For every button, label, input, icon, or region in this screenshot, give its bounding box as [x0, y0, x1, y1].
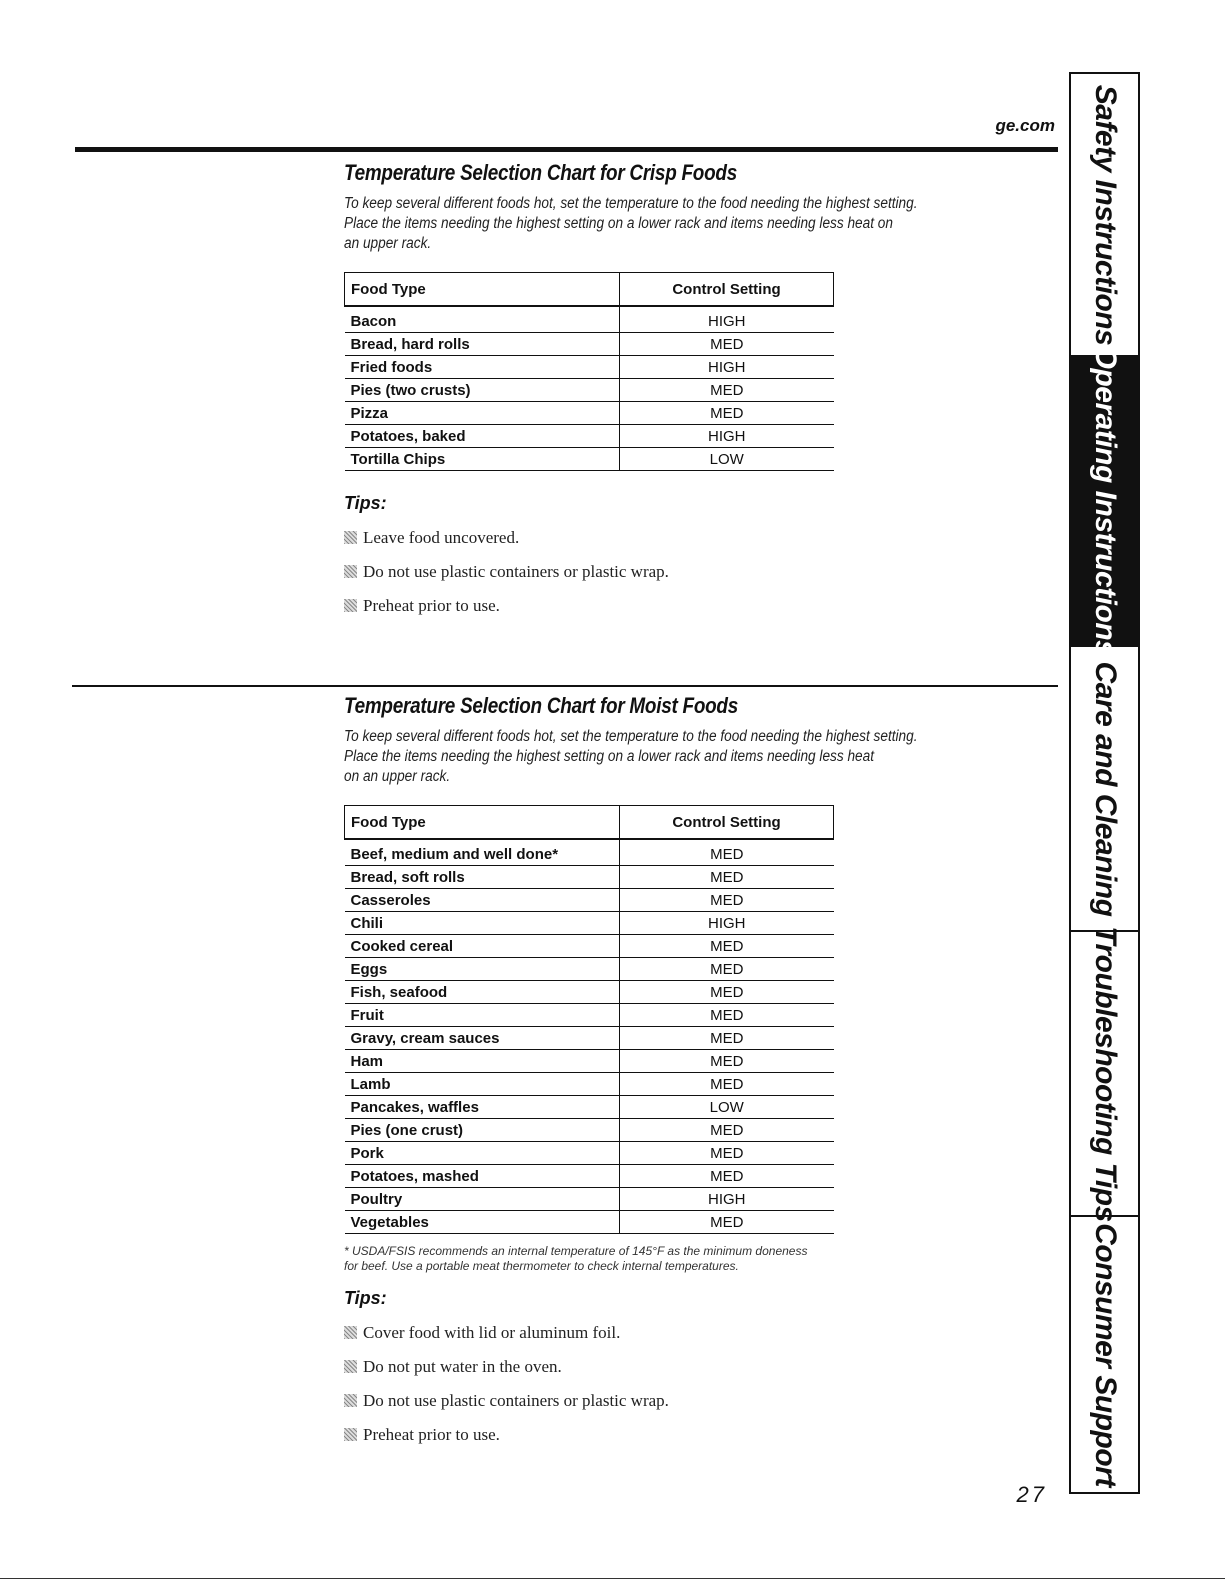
control-setting-cell: MED — [620, 379, 834, 402]
table-row — [345, 379, 834, 402]
food-type-cell: Casseroles — [345, 889, 620, 912]
food-type-cell: Fruit — [345, 1004, 620, 1027]
table-row — [345, 935, 834, 958]
intro-line: Place the items needing the highest setting on a lower rack and items needing less heat on — [344, 215, 893, 232]
section-title: Temperature Selection Chart for Moist Foods — [344, 693, 738, 718]
food-type-cell: Pork — [345, 1142, 620, 1165]
tip-text: Preheat prior to use. — [363, 1425, 500, 1444]
food-type-cell: Bread, hard rolls — [345, 333, 620, 356]
table-row — [345, 448, 834, 471]
control-setting-cell: MED — [620, 333, 834, 356]
tips-heading: Tips: — [344, 493, 387, 513]
food-type-cell: Tortilla Chips — [345, 448, 620, 471]
food-type-cell: Potatoes, baked — [345, 425, 620, 448]
table-row — [345, 981, 834, 1004]
tip-item — [344, 1357, 1044, 1377]
table-row — [345, 1211, 834, 1234]
bullet-icon — [344, 1326, 357, 1339]
moist-section — [344, 693, 1044, 1445]
control-setting-cell: MED — [620, 889, 834, 912]
tip-item — [344, 596, 1044, 616]
control-setting-cell: MED — [620, 958, 834, 981]
food-type-cell: Potatoes, mashed — [345, 1165, 620, 1188]
food-type-cell: Poultry — [345, 1188, 620, 1211]
table-row — [345, 958, 834, 981]
table-row — [345, 1004, 834, 1027]
food-type-cell: Pies (one crust) — [345, 1119, 620, 1142]
table-row — [345, 1027, 834, 1050]
control-setting-cell: LOW — [620, 448, 834, 471]
food-type-cell: Vegetables — [345, 1211, 620, 1234]
control-setting-header: Control Setting — [620, 806, 834, 840]
control-setting-cell: MED — [620, 1142, 834, 1165]
table-header-row — [345, 806, 834, 840]
table-row — [345, 402, 834, 425]
table-row — [345, 1165, 834, 1188]
control-setting-cell: HIGH — [620, 356, 834, 379]
control-setting-cell: MED — [620, 1211, 834, 1234]
tip-text: Do not put water in the oven. — [363, 1357, 562, 1376]
tip-item — [344, 528, 1044, 548]
bullet-icon — [344, 565, 357, 578]
food-type-cell: Eggs — [345, 958, 620, 981]
tip-text: Leave food uncovered. — [363, 528, 520, 547]
intro-line: an upper rack. — [344, 235, 432, 252]
control-setting-cell: MED — [620, 839, 834, 866]
table-row — [345, 356, 834, 379]
food-type-cell: Bread, soft rolls — [345, 866, 620, 889]
section-intro — [344, 194, 1039, 254]
tip-text: Do not use plastic containers or plastic wrap. — [363, 1391, 669, 1410]
food-type-cell: Pancakes, waffles — [345, 1096, 620, 1119]
site-url: ge.com — [995, 116, 1055, 135]
food-type-cell: Ham — [345, 1050, 620, 1073]
tab-consumer-support[interactable] — [1071, 1217, 1138, 1492]
tab-care-and-cleaning[interactable] — [1071, 647, 1138, 932]
intro-line: on an upper rack. — [344, 768, 451, 785]
control-setting-cell: MED — [620, 1165, 834, 1188]
control-setting-cell: MED — [620, 402, 834, 425]
intro-line: Place the items needing the highest setting on a lower rack and items needing less heat — [344, 748, 875, 765]
food-type-cell: Gravy, cream sauces — [345, 1027, 620, 1050]
bullet-icon — [344, 1394, 357, 1407]
tab-label: Safety Instructions — [1088, 84, 1122, 345]
control-setting-header: Control Setting — [620, 273, 834, 307]
control-setting-cell: LOW — [620, 1096, 834, 1119]
tip-item — [344, 1391, 1044, 1411]
control-setting-cell: MED — [620, 1004, 834, 1027]
food-type-cell: Pies (two crusts) — [345, 379, 620, 402]
bullet-icon — [344, 599, 357, 612]
tip-text: Do not use plastic containers or plastic wrap. — [363, 562, 669, 581]
moist-foods-table — [344, 805, 834, 1234]
tab-label: Operating Instructions — [1088, 345, 1122, 657]
control-setting-cell: MED — [620, 866, 834, 889]
table-row — [345, 425, 834, 448]
tip-text: Preheat prior to use. — [363, 596, 500, 615]
table-header-row — [345, 273, 834, 307]
food-type-cell: Beef, medium and well done* — [345, 839, 620, 866]
tab-operating-instructions[interactable] — [1071, 345, 1138, 657]
section-intro — [344, 727, 1039, 787]
bullet-icon — [344, 1360, 357, 1373]
control-setting-cell: MED — [620, 1050, 834, 1073]
crisp-section — [344, 160, 1044, 616]
control-setting-cell: HIGH — [620, 306, 834, 333]
table-row — [345, 1096, 834, 1119]
tip-item — [344, 562, 1044, 582]
table-row — [345, 1188, 834, 1211]
page-number: 27 — [1016, 1482, 1047, 1507]
control-setting-cell: HIGH — [620, 912, 834, 935]
table-row — [345, 912, 834, 935]
control-setting-cell: MED — [620, 935, 834, 958]
table-row — [345, 1119, 834, 1142]
bullet-icon — [344, 531, 357, 544]
intro-line: To keep several different foods hot, set the temperature to the food needing the highest setting. — [344, 728, 918, 745]
control-setting-cell: MED — [620, 1119, 834, 1142]
food-type-cell: Pizza — [345, 402, 620, 425]
food-type-cell: Bacon — [345, 306, 620, 333]
table-row — [345, 866, 834, 889]
food-type-header: Food Type — [345, 806, 620, 840]
table-row — [345, 889, 834, 912]
section-title: Temperature Selection Chart for Crisp Foods — [344, 160, 737, 185]
food-type-cell: Cooked cereal — [345, 935, 620, 958]
tab-safety-instructions[interactable] — [1071, 74, 1138, 357]
table-row — [345, 1142, 834, 1165]
food-type-header: Food Type — [345, 273, 620, 307]
table-row — [345, 839, 834, 866]
tab-label: Care and Cleaning — [1088, 661, 1122, 916]
table-row — [345, 1073, 834, 1096]
food-type-cell: Lamb — [345, 1073, 620, 1096]
control-setting-cell: MED — [620, 1073, 834, 1096]
food-type-cell: Chili — [345, 912, 620, 935]
table-row — [345, 333, 834, 356]
header-rule — [75, 147, 1058, 152]
table-row — [345, 1050, 834, 1073]
tip-item — [344, 1425, 1044, 1445]
food-type-cell: Fish, seafood — [345, 981, 620, 1004]
control-setting-cell: HIGH — [620, 1188, 834, 1211]
crisp-foods-table — [344, 272, 834, 471]
bullet-icon — [344, 1428, 357, 1441]
control-setting-cell: MED — [620, 1027, 834, 1050]
tab-troubleshooting-tips[interactable] — [1071, 925, 1138, 1222]
food-type-cell: Fried foods — [345, 356, 620, 379]
page-edge-line — [0, 1578, 1225, 1579]
section-divider — [72, 685, 1058, 687]
intro-line: To keep several different foods hot, set the temperature to the food needing the highest setting. — [344, 195, 918, 212]
tip-item — [344, 1323, 1044, 1343]
tab-label: Troubleshooting Tips — [1088, 925, 1122, 1222]
tip-text: Cover food with lid or aluminum foil. — [363, 1323, 621, 1342]
table-row — [345, 306, 834, 333]
control-setting-cell: HIGH — [620, 425, 834, 448]
tips-heading: Tips: — [344, 1288, 387, 1308]
tab-label: Consumer Support — [1088, 1222, 1122, 1487]
side-tab-bar — [1069, 72, 1140, 1494]
control-setting-cell: MED — [620, 981, 834, 1004]
footnote: * USDA/FSIS recommends an internal temperature of 145°F as the minimum doneness for beef. Use a portable meat thermometer to check internal temperatures. — [344, 1244, 808, 1273]
